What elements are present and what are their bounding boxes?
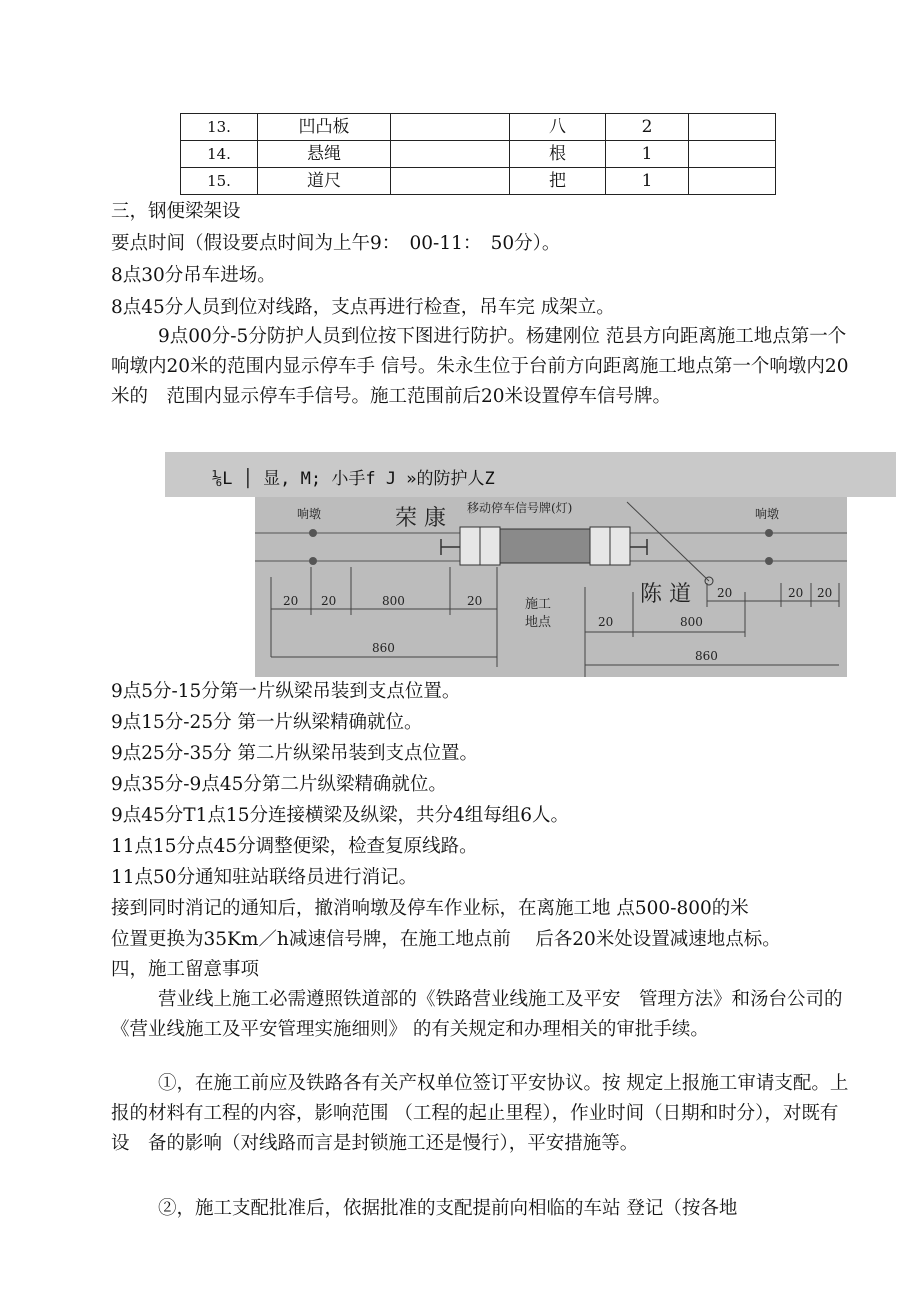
item-qty: 2 xyxy=(606,114,689,141)
distance-label: 20 xyxy=(598,615,614,629)
item-unit: 把 xyxy=(510,168,606,195)
row-number: 15. xyxy=(181,168,258,195)
table-row xyxy=(181,168,776,195)
schedule-line: 8点45分人员到位对线路，支点再进行检查，吊车完 成架立。 xyxy=(111,297,615,318)
stop-signal-sign xyxy=(590,527,610,565)
schedule-line: 11点15分点45分调整便梁，检查复原线路。 xyxy=(111,836,478,857)
distance-label: 20 xyxy=(788,586,804,600)
detonator-mark xyxy=(765,529,773,537)
schedule-line: 9点45分T1点15分连接横梁及纵梁，共分4组每组6人。 xyxy=(111,805,570,826)
detonator-mark xyxy=(309,529,317,537)
row-number: 14. xyxy=(181,141,258,168)
detonator-label: 响墩 xyxy=(755,507,780,521)
detonator-mark xyxy=(309,557,317,565)
item-name: 道尺 xyxy=(258,168,391,195)
distance-label: 860 xyxy=(695,649,718,663)
detonator-mark xyxy=(765,557,773,565)
item-unit: 根 xyxy=(510,141,606,168)
table-row xyxy=(181,141,776,168)
diagram-drawing xyxy=(255,497,847,677)
work-zone xyxy=(500,529,590,563)
schedule-line: 9点35分-9点45分第二片纵梁精确就位。 xyxy=(111,774,447,795)
stop-signal-sign xyxy=(460,527,480,565)
leader-line xyxy=(627,502,709,581)
schedule-line: 9点15分-25分 第一片纵梁精确就位。 xyxy=(111,712,423,733)
site-label: 施工 xyxy=(525,597,552,612)
distance-label: 20 xyxy=(467,594,483,608)
schedule-line: 8点30分吊车进场。 xyxy=(111,265,276,286)
item-name: 悬绳 xyxy=(258,141,391,168)
item-spec xyxy=(391,114,510,141)
item-name: 凹凸板 xyxy=(258,114,391,141)
item-unit: 八 xyxy=(510,114,606,141)
schedule-line: 9点5分-15分第一片纵梁吊装到支点位置。 xyxy=(111,681,461,702)
registration-paragraph: ②，施工支配批准后，依据批准的支配提前向相临的车站 登记（按各地 xyxy=(158,1198,738,1219)
stop-signal-sign xyxy=(610,527,630,565)
item-spec xyxy=(391,168,510,195)
materials-table xyxy=(180,113,776,195)
site-label: 地点 xyxy=(525,615,552,630)
schedule-line: 接到同时消记的通知后，撤消响墩及停车作业标，在离施工地 点500-800的米 xyxy=(111,898,749,919)
schedule-line: 位置更换为35Km／h减速信号牌，在施工地点前 后各20米处设置减速地点标。 xyxy=(111,929,781,950)
section-4-heading: 四，施工留意事项 xyxy=(111,959,260,980)
distance-label: 20 xyxy=(321,594,337,608)
item-note xyxy=(689,141,776,168)
distance-label: 20 xyxy=(283,594,299,608)
distance-label: 800 xyxy=(680,615,703,629)
detonator-label: 响墩 xyxy=(297,507,322,521)
distance-label: 20 xyxy=(817,586,833,600)
protector-name-left: 荣 康 xyxy=(395,506,446,531)
regulation-paragraph: 营业线上施工必需遵照铁道部的《铁路营业线施工及平安 管理方法》和汤台公司的《营业线施工及平安管理实施细则》 的有关规定和办理相关的审批手续。 xyxy=(111,989,843,1040)
distance-label: 800 xyxy=(382,594,405,608)
figure-caption: ⅙L │ 显, M; 小手f J »的防护人Z xyxy=(212,469,495,489)
protection-paragraph: 9点00分-5分防护人员到位按下图进行防护。杨建刚位 范县方向距离施工地点第一个响墩内20米的范围内显示停车手 信号。朱永生位于台前方向距离施工地点第一个响墩内20米的 范围内显示停车手信号。施工范围前后20米设置停车信号牌。 xyxy=(111,326,849,407)
item-qty: 1 xyxy=(606,168,689,195)
agreement-paragraph: ①，在施工前应及铁路各有关产权单位签订平安协议。按 规定上报施工审请支配。上报的材料有工程的内容，影响范围 （工程的起止里程），作业时间（日期和时分），对既有设 备的影响（对线路而言是封锁施工还是慢行），平安措施等。 xyxy=(111,1073,849,1154)
distance-label: 20 xyxy=(717,586,733,600)
item-spec xyxy=(391,141,510,168)
item-note xyxy=(689,114,776,141)
table-row xyxy=(181,114,776,141)
section-3-heading: 三，钢便梁架设 xyxy=(111,201,241,222)
distance-label: 860 xyxy=(372,641,395,655)
row-number: 13. xyxy=(181,114,258,141)
stop-signal-sign xyxy=(480,527,500,565)
schedule-line: 11点50分通知驻站联络员进行消记。 xyxy=(111,867,418,888)
item-note xyxy=(689,168,776,195)
protector-name-right: 陈 道 xyxy=(640,582,691,607)
item-qty: 1 xyxy=(606,141,689,168)
protection-diagram xyxy=(255,497,847,677)
time-window-line: 要点时间（假设要点时间为上午9： 00-11： 50分）。 xyxy=(111,233,561,254)
sign-label: 移动停车信号牌(灯) xyxy=(467,501,573,515)
schedule-line: 9点25分-35分 第二片纵梁吊装到支点位置。 xyxy=(111,743,478,764)
